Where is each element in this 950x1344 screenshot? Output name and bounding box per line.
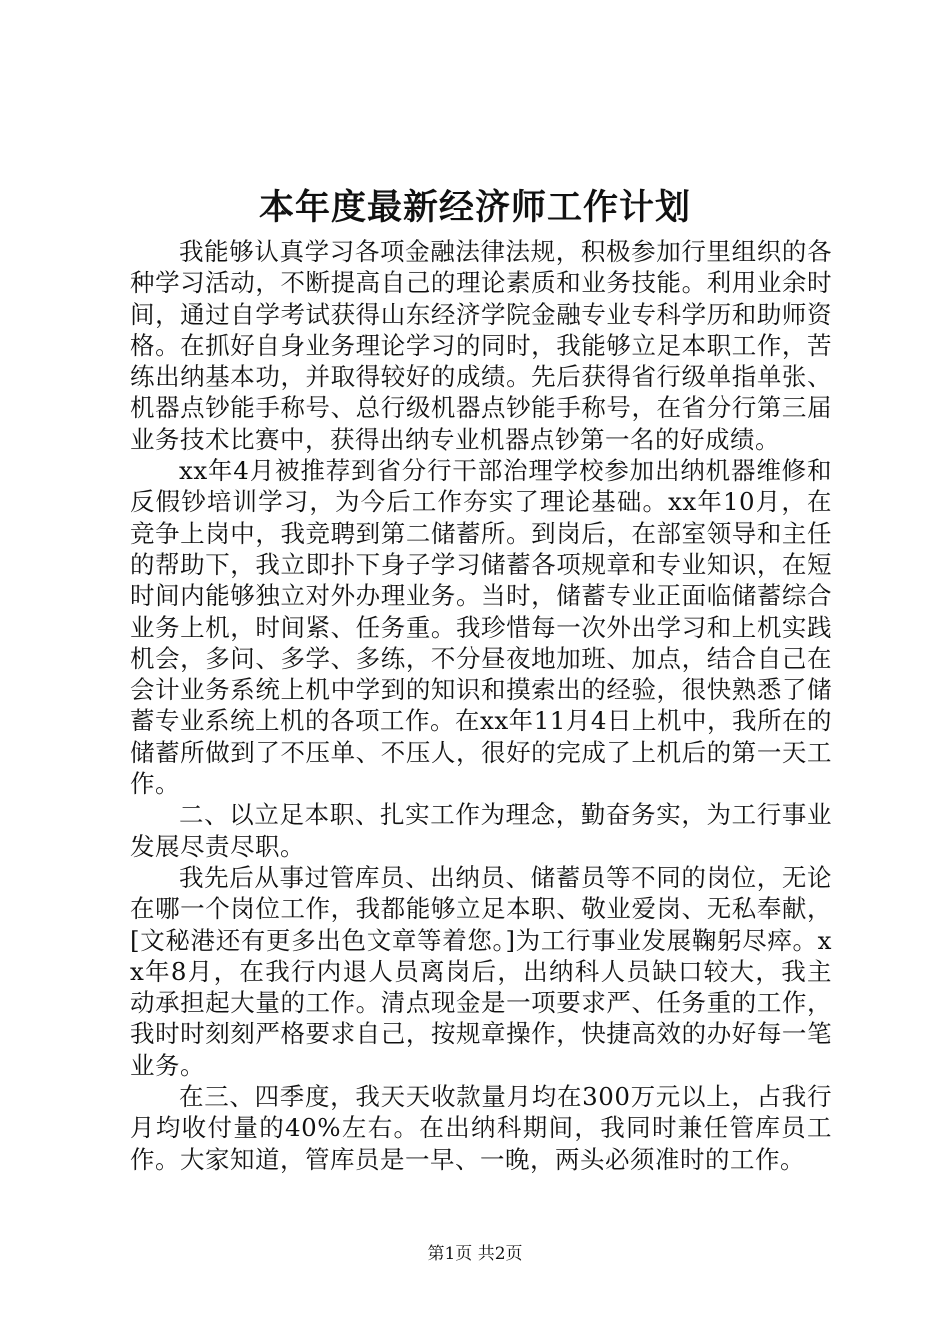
document-body bbox=[130, 236, 832, 1175]
paragraph-4: 我先后从事过管库员、出纳员、储蓄员等不同的岗位，无论在哪一个岗位工作，我都能够立足本职、敬业爱岗、无私奉献，[文秘港还有更多出色文章等着您。]为工行事业发展鞠躬尽瘁。xx年8月，在我行内退人员离岗后，出纳科人员缺口较大，我主动承担起大量的工作。清点现金是一项要求严、任务重的工作，我时时刻刻严格要求自己，按规章操作，快捷高效的办好每一笔业务。 bbox=[130, 862, 832, 1080]
paragraph-5: 在三、四季度，我天天收款量月均在300万元以上，占我行月均收付量的40%左右。在出纳科期间，我同时兼任管库员工作。大家知道，管库员是一早、一晚，两头必须准时的工作。 bbox=[130, 1082, 832, 1174]
paragraph-1: 我能够认真学习各项金融法律法规，积极参加行里组织的各种学习活动，不断提高自己的理论素质和业务技能。利用业余时间，通过自学考试获得山东经济学院金融专业专科学历和助师资格。在抓好自身业务理论学习的同时，我能够立足本职工作，苦练出纳基本功，并取得较好的成绩。先后获得省行级单指单张、机器点钞能手称号、总行级机器点钞能手称号，在省分行第三届业务技术比赛中，获得出纳专业机器点钞第一名的好成绩。 bbox=[130, 237, 832, 454]
document-title: 本年度最新经济师工作计划 bbox=[258, 187, 691, 228]
paragraph-2: xx年4月被推荐到省分行干部治理学校参加出纳机器维修和反假钞培训学习，为今后工作夯实了理论基础。xx年10月，在竞争上岗中，我竞聘到第二储蓄所。到岗后，在部室领导和主任的帮助下，我立即扑下身子学习储蓄各项规章和专业知识，在短时间内能够独立对外办理业务。当时，储蓄专业正面临储蓄综合业务上机，时间紧、任务重。我珍惜每一次外出学习和上机实践机会，多问、多学、多练，不分昼夜地加班、加点，结合自己在会计业务系统上机中学到的知识和摸索出的经验，很快熟悉了储蓄专业系统上机的各项工作。在xx年11月4日上机中，我所在的储蓄所做到了不压单、不压人，很好的完成了上机后的第一天工作。 bbox=[130, 456, 832, 799]
page-footer: 第1页 共2页 bbox=[427, 1244, 523, 1264]
paragraph-3: 二、以立足本职、扎实工作为理念，勤奋务实，为工行事业发展尽责尽职。 bbox=[130, 800, 832, 861]
